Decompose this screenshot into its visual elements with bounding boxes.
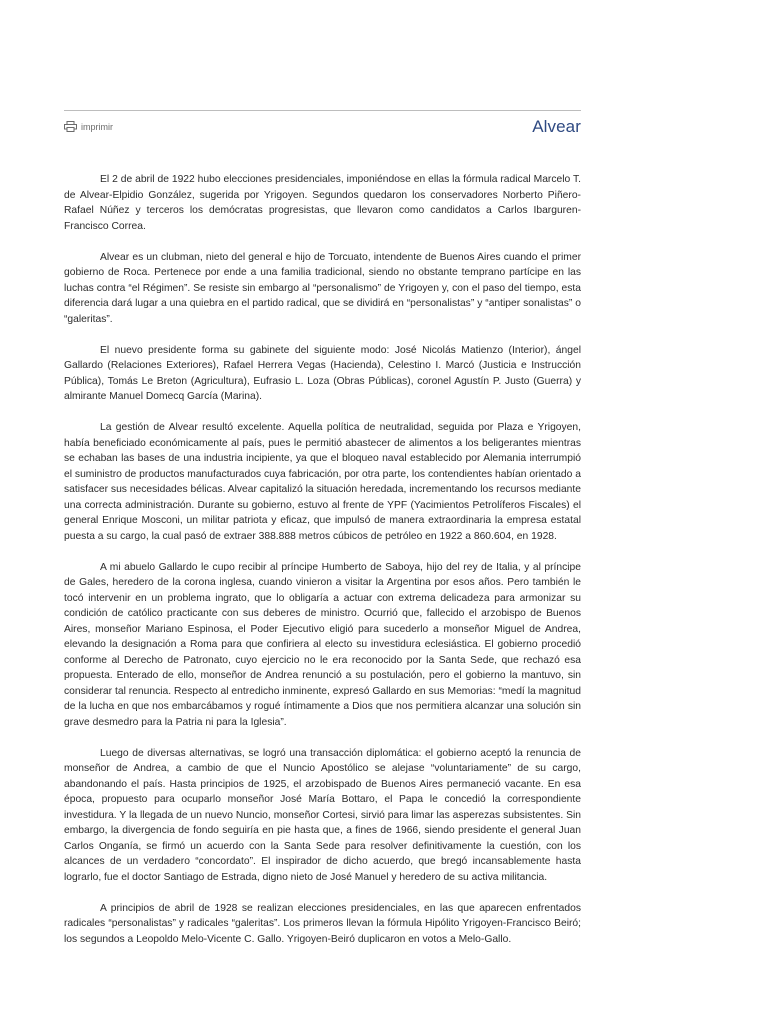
paragraph: Luego de diversas alternativas, se logró una transacción diplomática: el gobierno aceptó la renuncia de monseñor de Andrea, a cambio de que el Nuncio Apostólico se alejase “voluntariamente” de su cargo, abandonando el país. Hasta principios de 1925, el arzobispado de Buenos Aires permaneció vacante. En esa época, propuesto para ocuparlo monseñor José María Bottaro, el Papa le concedió la correspondiente investidura. Y la llegada de un nuevo Nuncio, monseñor Cortesi, sirvió para limar las asperezas subsistentes. Sin embargo, la divergencia de fondo seguiría en pie hasta que, a fines de 1966, siendo presidente el general Juan Carlos Onganía, se firmó un acuerdo con la Santa Sede para resolver definitivamente la cuestión, con los alcances de un verdadero “concordato”. El inspirador de dicho acuerdo, que bregó incansablemente hasta lograrlo, fue el doctor Santiago de Estrada, digno nieto de José Manuel y heredero de su activa militancia. — [64, 747, 581, 883]
paragraph: La gestión de Alvear resultó excelente. Aquella política de neutralidad, seguida por Plaza e Yrigoyen, había beneficiado económicamente al país, pues le permitió abastecer de alimentos a los beligerantes mientras se echaban las bases de una industria incipiente, ya que el bloqueo naval establecido por Alemania interrumpió el suministro de productos manufacturados cuya fabricación, por otra parte, los contendientes habían orientado a satisfacer sus necesidades bélicas. Alvear capitalizó la situación heredada, incrementando los recursos mediante una correcta administración. Durante su gobierno, estuvo al frente de YPF (Yacimientos Petrolíferos Fiscales) el general Enrique Mosconi, un militar patriota y eficaz, que impulsó de manera extraordinaria la empresa estatal puesta a su cargo, la cual pasó de extraer 388.888 metros cúbicos de petróleo en 1922 a 860.604, en 1928. — [64, 422, 581, 542]
document-header — [64, 111, 581, 151]
paragraph: Alvear es un clubman, nieto del general e hijo de Torcuato, intendente de Buenos Aires cuando el primer gobierno de Roca. Pertenece por ende a una familia tradicional, siendo no obstante temprano partícipe en las luchas contra “el Régimen”. Se resiste sin embargo al “personalismo” de Yrigoyen y, con el paso del tiempo, esta diferencia dará lugar a una quiebra en el partido radical, que se dividirá en “personalistas” y “antiper sonalistas” o “galeritas”. — [64, 251, 581, 325]
paragraph: A principios de abril de 1928 se realizan elecciones presidenciales, en las que aparecen enfrentados radicales “personalistas” y radicales “galeritas”. Los primeros llevan la fórmula Hipólito Yrigoyen-Francisco Beiró; los segundos a Leopoldo Melo-Vicente C. Gallo. Yrigoyen-Beiró duplicaron en votos a Melo-Gallo. — [64, 902, 581, 945]
article-body — [64, 172, 581, 947]
document-title: Alvear — [532, 117, 581, 136]
document-page — [64, 110, 581, 963]
print-label: imprimir — [81, 121, 113, 132]
print-link[interactable] — [64, 121, 113, 132]
printer-icon — [64, 121, 77, 132]
paragraph: A mi abuelo Gallardo le cupo recibir al príncipe Humberto de Saboya, hijo del rey de Italia, y al príncipe de Gales, heredero de la corona inglesa, cuando vinieron a visitar la Argentina por esos años. Pero también le tocó intervenir en un problema ingrato, que lo obligaría a actuar con extrema delicadeza para armonizar su condición de católico practicante con sus deberes de ministro. Ocurrió que, fallecido el arzobispo de Buenos Aires, monseñor Mariano Espinosa, el Poder Ejecutivo eligió para sucederlo a monseñor Miguel de Andrea, elevando la designación a Roma para que confiriera al electo su investidura eclesiástica. El gobierno procedió conforme al Derecho de Patronato, cuyo ejercicio no le era reconocido por la Santa Sede, que rechazó esa propuesta. Enterado de ello, monseñor de Andrea renunció a su postulación, pero el gobierno la mantuvo, sin considerar tal renuncia. Respecto al entredicho inminente, expresó Gallardo en sus Memorias: “medí la magnitud de la lucha en que nos embarcábamos y rogué íntimamente a Dios que nos permitiera alcanzar una solución sin grave desmedro para la Patria ni para la Iglesia”. — [64, 561, 581, 728]
paragraph: El nuevo presidente forma su gabinete del siguiente modo: José Nicolás Matienzo (Interior), ángel Gallardo (Relaciones Exteriores), Rafael Herrera Vegas (Hacienda), Celestino I. Marcó (Justicia e Instrucción Pública), Tomás Le Breton (Agricultura), Eufrasio L. Loza (Obras Públicas), coronel Agustín P. Justo (Guerra) y almirante Manuel Domecq García (Marina). — [64, 344, 581, 402]
paragraph: El 2 de abril de 1922 hubo elecciones presidenciales, imponiéndose en ellas la fórmula radical Marcelo T. de Alvear-Elpidio González, sugerida por Yrigoyen. Segundos quedaron los conservadores Norberto Piñero-Rafael Núñez y terceros los demócratas progresistas, que llevaron como candidatos a Carlos Ibarguren-Francisco Correa. — [64, 174, 581, 232]
